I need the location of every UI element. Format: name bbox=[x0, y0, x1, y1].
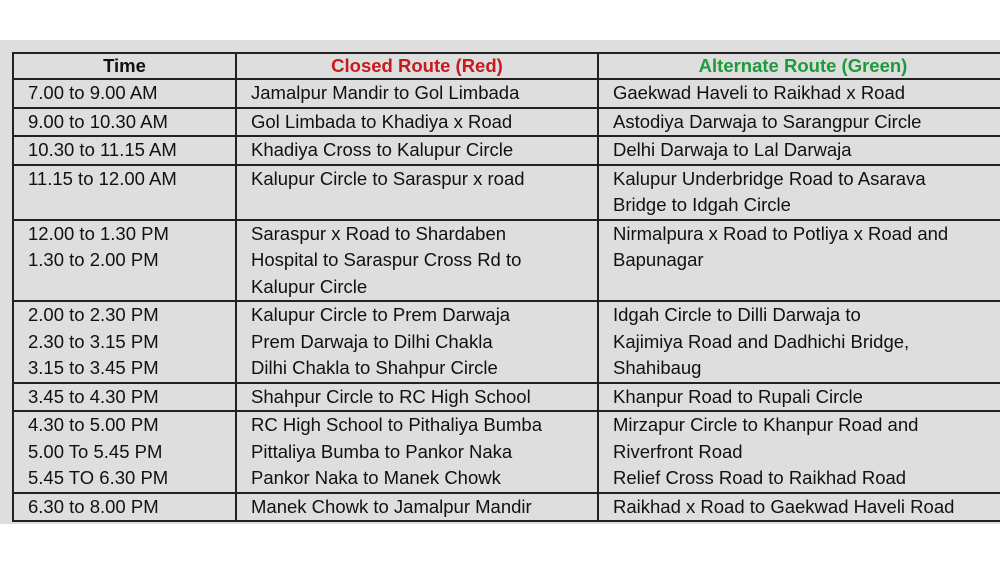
header-time: Time bbox=[13, 53, 236, 79]
alternate-route-cell-line: Relief Cross Road to Raikhad Road bbox=[613, 467, 907, 488]
alternate-route-cell-line: Riverfront Road bbox=[613, 440, 743, 462]
time-cell-line: 1.30 to 2.00 PM bbox=[28, 249, 159, 270]
closed-route-cell-line: Manek Chowk to Jamalpur Mandir bbox=[251, 495, 532, 517]
alternate-route-cell-line: Idgah Circle to Dilli Darwaja to bbox=[613, 304, 861, 325]
alternate-route-cell-line: Kajimiya Road and Dadhichi Bridge, bbox=[613, 330, 910, 352]
alternate-route-cell bbox=[598, 493, 1000, 522]
closed-route-cell-line: Kalupur Circle to Saraspur x road bbox=[251, 167, 525, 189]
time-cell-line: 10.30 to 11.15 AM bbox=[28, 139, 177, 160]
time-cell-line: 5.45 TO 6.30 PM bbox=[28, 467, 169, 488]
closed-route-cell-line: Jamalpur Mandir to Gol Limbada bbox=[251, 82, 520, 103]
closed-route-cell bbox=[236, 108, 598, 137]
closed-route-cell bbox=[236, 493, 598, 522]
time-cell bbox=[13, 301, 236, 383]
table-row bbox=[13, 301, 1000, 383]
route-table bbox=[12, 52, 1000, 522]
closed-route-cell bbox=[236, 165, 598, 220]
closed-route-cell bbox=[236, 79, 598, 108]
time-cell bbox=[13, 493, 236, 522]
table-row bbox=[13, 220, 1000, 302]
closed-route-cell-line: Kalupur Circle bbox=[251, 275, 368, 297]
time-cell bbox=[13, 220, 236, 302]
closed-route-cell-line: Saraspur x Road to Shardaben bbox=[251, 222, 507, 244]
time-cell bbox=[13, 108, 236, 137]
closed-route-cell-line: Shahpur Circle to RC High School bbox=[251, 385, 531, 407]
time-cell-line: 5.00 To 5.45 PM bbox=[28, 440, 163, 462]
closed-route-cell-line: Hospital to Saraspur Cross Rd to bbox=[251, 249, 522, 270]
time-cell-line: 2.00 to 2.30 PM bbox=[28, 304, 159, 325]
time-cell-line: 7.00 to 9.00 AM bbox=[28, 82, 158, 103]
header-closed-route: Closed Route (Red) bbox=[236, 53, 598, 79]
alternate-route-cell-line: Bapunagar bbox=[613, 249, 704, 270]
closed-route-cell bbox=[236, 411, 598, 493]
closed-route-cell-line: Prem Darwaja to Dilhi Chakla bbox=[251, 330, 493, 352]
closed-route-cell-line: Pittaliya Bumba to Pankor Naka bbox=[251, 440, 513, 462]
time-cell-line: 6.30 to 8.00 PM bbox=[28, 495, 159, 517]
closed-route-cell bbox=[236, 383, 598, 412]
time-cell bbox=[13, 79, 236, 108]
time-cell-line: 3.45 to 4.30 PM bbox=[28, 385, 159, 407]
closed-route-cell-line: Gol Limbada to Khadiya x Road bbox=[251, 110, 513, 132]
alternate-route-cell-line: Gaekwad Haveli to Raikhad x Road bbox=[613, 82, 906, 103]
table-row bbox=[13, 165, 1000, 220]
closed-route-cell-line: Pankor Naka to Manek Chowk bbox=[251, 467, 501, 488]
alternate-route-cell bbox=[598, 79, 1000, 108]
time-cell bbox=[13, 411, 236, 493]
closed-route-cell-line: RC High School to Pithaliya Bumba bbox=[251, 414, 543, 435]
alternate-route-cell bbox=[598, 411, 1000, 493]
alternate-route-cell bbox=[598, 301, 1000, 383]
alternate-route-cell bbox=[598, 383, 1000, 412]
route-table-sheet bbox=[0, 40, 1000, 524]
alternate-route-cell bbox=[598, 220, 1000, 302]
alternate-route-cell bbox=[598, 108, 1000, 137]
time-cell-line: 4.30 to 5.00 PM bbox=[28, 414, 159, 435]
table-row bbox=[13, 493, 1000, 522]
time-cell-line: 3.15 to 3.45 PM bbox=[28, 357, 159, 378]
table-row bbox=[13, 79, 1000, 108]
time-cell bbox=[13, 383, 236, 412]
table-row bbox=[13, 108, 1000, 137]
alternate-route-cell-line: Mirzapur Circle to Khanpur Road and bbox=[613, 414, 919, 435]
alternate-route-cell-line: Astodiya Darwaja to Sarangpur Circle bbox=[613, 110, 922, 132]
time-cell-line: 11.15 to 12.00 AM bbox=[28, 167, 177, 189]
alternate-route-cell-line: Khanpur Road to Rupali Circle bbox=[613, 385, 863, 407]
closed-route-cell-line: Khadiya Cross to Kalupur Circle bbox=[251, 139, 514, 160]
alternate-route-cell-line: Kalupur Underbridge Road to Asarava bbox=[613, 167, 926, 189]
time-cell bbox=[13, 136, 236, 165]
alternate-route-cell-line: Shahibaug bbox=[613, 357, 702, 378]
time-cell-line: 9.00 to 10.30 AM bbox=[28, 110, 168, 132]
closed-route-cell bbox=[236, 301, 598, 383]
header-row bbox=[13, 53, 1000, 79]
table-row bbox=[13, 411, 1000, 493]
time-cell-line: 2.30 to 3.15 PM bbox=[28, 330, 159, 352]
alternate-route-cell-line: Nirmalpura x Road to Potliya x Road and bbox=[613, 222, 949, 244]
closed-route-cell bbox=[236, 136, 598, 165]
time-cell-line: 12.00 to 1.30 PM bbox=[28, 222, 169, 244]
alternate-route-cell bbox=[598, 136, 1000, 165]
table-row bbox=[13, 383, 1000, 412]
table-row bbox=[13, 136, 1000, 165]
alternate-route-cell-line: Raikhad x Road to Gaekwad Haveli Road bbox=[613, 495, 955, 517]
alternate-route-cell bbox=[598, 165, 1000, 220]
alternate-route-cell-line: Bridge to Idgah Circle bbox=[613, 194, 791, 215]
header-alternate-route: Alternate Route (Green) bbox=[598, 53, 1000, 79]
closed-route-cell-line: Dilhi Chakla to Shahpur Circle bbox=[251, 357, 498, 378]
time-cell bbox=[13, 165, 236, 220]
table-body bbox=[13, 79, 1000, 521]
alternate-route-cell-line: Delhi Darwaja to Lal Darwaja bbox=[613, 139, 852, 160]
closed-route-cell-line: Kalupur Circle to Prem Darwaja bbox=[251, 304, 511, 325]
closed-route-cell bbox=[236, 220, 598, 302]
